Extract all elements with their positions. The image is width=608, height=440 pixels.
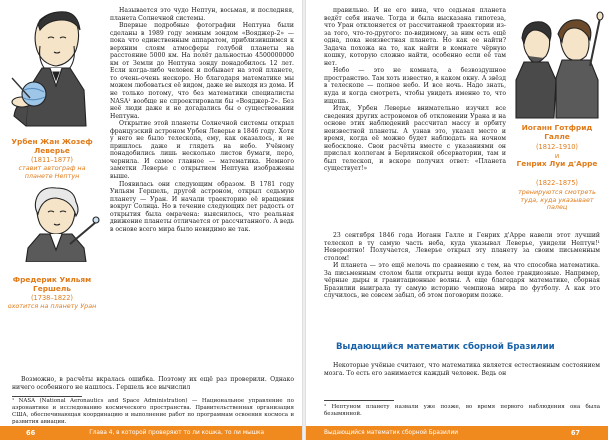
left-footer (0, 426, 302, 440)
left-body-full (12, 376, 294, 391)
paragraph: Называется это чудо Нептун, восьмая, и последняя, планета Солнечной системы. (110, 7, 294, 22)
le-verrier-portrait (4, 6, 108, 128)
right-section-body (324, 362, 600, 377)
le-verrier-name: Урбен Жан Жозеф Леверье (11, 137, 93, 155)
darrest-years: (1822–1875) (535, 179, 578, 187)
right-body-full (324, 232, 600, 300)
galle-darrest-note: тренируются смотреть туда, куда указывает палец (518, 188, 596, 212)
le-verrier-years: (1811–1877) (30, 156, 73, 164)
herschel-portrait (10, 186, 102, 262)
right-footer (306, 426, 608, 440)
paragraph: Итак, Урбен Леверье внимательно изучил все сведения других астрономов об отклонении Урана и на основе этих наблюдений рассчитал массу и орбиту неизвестной планеты. А узнав это, указал место и время, когда её можно будет наблюдать на ночном небосклоне. Свои расчёты вместе с указаниями он прислал коллегам в Берлинской обсерватории, там и был телескоп, и вскоре получил ответ: «Планета существует!» (324, 105, 506, 173)
herschel-name: Фредерик Уильям Гершель (12, 275, 92, 293)
herschel-years: (1738–1822) (30, 294, 73, 302)
paragraph: Открытие этой планеты Солнечной системы открыл французский астроном Урбен Леверье в 1846 году. Хотя у него не было телескопа, ему, как оказалось, и не пришлось даже и глядеть на небо. Учёному понадобились лишь несколько листов бумаги, перо, чернила. И самое главное — математика. Немного заметки Леверье с открытием Нептуна изображены выше. (110, 120, 294, 181)
right-page (306, 0, 608, 440)
le-verrier-note: ставит автограф на планете Нептун (18, 164, 86, 180)
paragraph: Небо — это не комната, а безвоздушное пространство. Там хоть известно, в каком окну. А звёзд в телескопе — полное небо. И все ночь. Надо знать, куда и когда смотреть, чтобы увидеть именно то, что ищешь. (324, 67, 506, 105)
paragraph: 23 сентября 1846 года Иоганн Галле и Генрих д'Арре навели этот лучший телескоп в ту самую часть неба, куда указывал Леверье, увидели Нептун!¹ Невероятно! Получается, Леверье открыл эту планету за своим письменным столом! (324, 232, 600, 262)
darrest-name: Генрих Луи д'Арре (516, 159, 598, 168)
paragraph: Появилась они следующим образом. В 1781 году Уильям Гершель, другой астроном, открыл седьмую планету — Уран. И начали траекторию её вращения вокруг Солнца. Но в течение следующих лет радость от открытия была омрачена: выяснилось, что реальная движение планеты отличается от рассчитанного. А ведь в основе всего мира было невидимо не так. (110, 180, 294, 233)
right-footnote: ¹ Нептуном планету назвали уже позже, во время первого наблюдения она была безымянной. (324, 404, 600, 417)
footnote-divider (324, 400, 394, 401)
paragraph: правильно. И не его вина, что седьмая планета ведёт себя иначе. Тогда и была высказана гипотеза, что Уран отклоняется от рассчитанной траектории из-за того, что-то-другого: по-видимому, за ним есть ещё одна, пока неизвестная планета. Но как ее найти? Задача похожа на то, как найти в комнате чёрную кошку, которую сложно найти, особенно если её там нет. (324, 7, 506, 67)
right-body-column (324, 7, 506, 173)
page-number: 66 (26, 429, 36, 437)
left-footnote: ¹ NASA (National Aeronautics and Space Administration) — Национальное управление по аэронавтике и исследованию космического пространства. Правительственная организация США, обеспечивающая координацию и выполнение работ по программам освоения космоса и развития авиации. (12, 398, 294, 425)
footnote-divider (12, 396, 82, 397)
paragraph: Возможно, в расчёты вкралась ошибка. Поэтому их ещё раз проверили. Однако ничего особенного не нашлось. Гершель все вычислил (12, 376, 294, 391)
section-running-title: Выдающийся математик сборной Бразилии (324, 430, 459, 436)
caption-conjunction: и (554, 152, 560, 160)
galle-darrest-portrait (510, 10, 604, 120)
left-body-column (110, 7, 294, 233)
paragraph: Впервые подробные фотографии Нептуна были сделаны в 1989 году земным зондом «Вояджер-2» — пока что единственным аппаратом, приблизившимся к верхним слоям атмосферы голубой планеты на расстояние 5000 км. На полёт дальностью 4500000000 км от Земли до Нептуна зонду понадобилось 12 лет. Если когда-либо человек и побывает на этой планете, то очень-очень нескоро. Но благодаря математике мы можем любоваться её видом, даже не выходя из дома. И не только потому, что без математики специалисты NASA¹ вообще не спроектировали бы «Вояджер-2». Без неё люди даже и не догадались бы о существовании Нептуна. (110, 22, 294, 120)
section-title: Выдающийся математик сборной Бразилии (336, 342, 555, 352)
chapter-title: Глава 4, в которой проверяют то ли кошка, то ли мышка (89, 430, 265, 436)
paragraph: Некоторые учёные считают, что математика является естественным состоянием мозга. То есть его занимается каждый человек. Ведь он (324, 362, 600, 377)
paragraph: И планета — это ещё мелочь по сравнению с тем, на что способна математика. За письменным столом были открыты вещи куда более грандиозные. Например, чёрные дыры и гравитационные волны. А еще благодаря математике, сборная Бразилии выиграла ту самую историю чемпиона мира по футболу. А как это случилось, не совсем забыл, об этом поговорим позже. (324, 262, 600, 300)
left-page (0, 0, 302, 440)
page-number: 67 (570, 429, 580, 437)
herschel-note: охотится на планету Уран (7, 302, 97, 310)
galle-name: Иоганн Готфрид Галле (521, 123, 593, 141)
galle-years: (1812–1910) (535, 143, 578, 151)
